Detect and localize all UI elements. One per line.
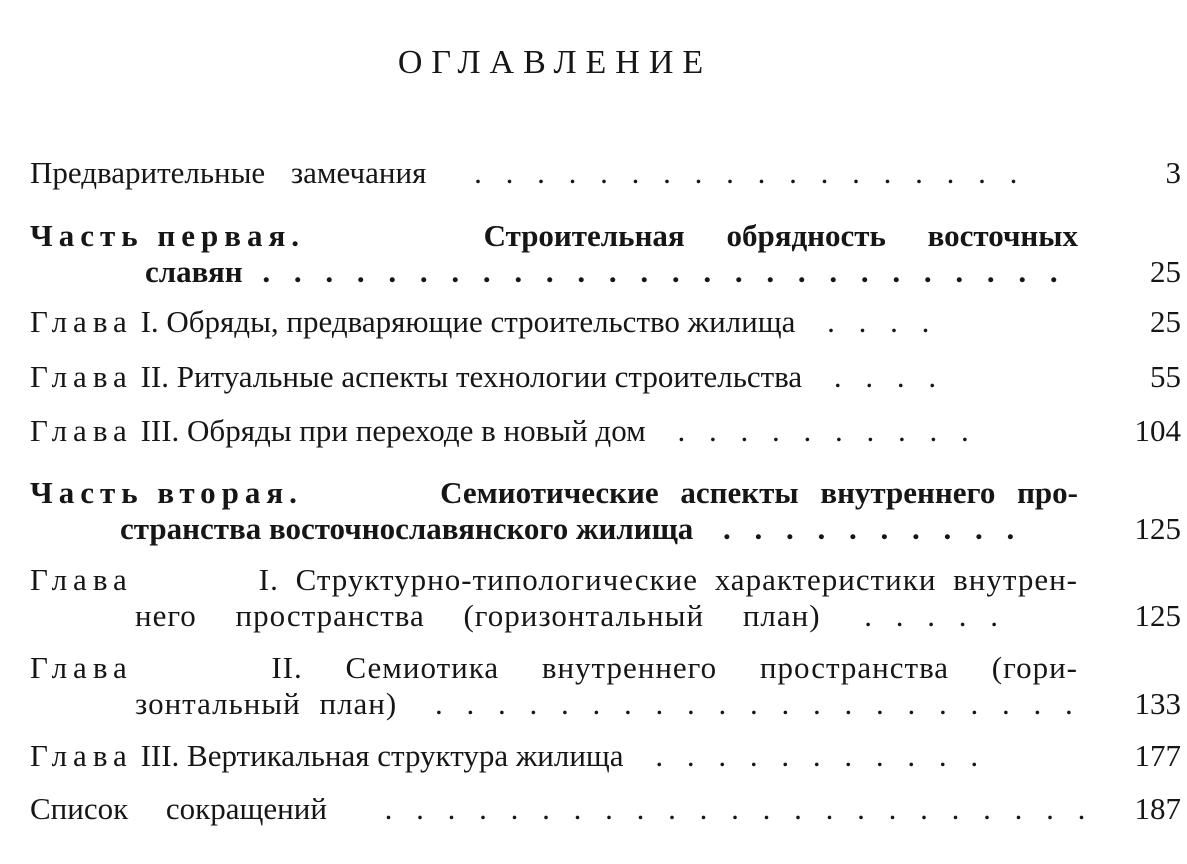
toc-leader-dots: . . . . . . . . . . . . . . . . . . . . . . . [384,791,1094,826]
toc-leader-dots: . . . . . . . . . . [677,413,977,448]
toc-justified-line [30,475,1078,511]
toc-page-number: 25 [1150,304,1181,339]
toc-entry-label-continued: странства восточнославянского жилища [120,511,694,546]
toc-entry-chapter-2-3[interactable] [0,738,1187,774]
toc-leader-dots: . . . . [833,359,945,394]
toc-leader-dots: . . . . . . . . . . . . . . . . . . . . . [434,686,1081,721]
toc-line [0,218,1187,254]
toc-chapter-label: Глава [30,359,133,394]
toc-line [0,359,1187,395]
toc-line [0,475,1187,511]
toc-page-number: 133 [1134,686,1181,721]
toc-page-number: 25 [1150,254,1181,289]
toc-entry-label: III. Вертикальная структура жилища [140,738,624,773]
toc-part-label: Часть первая. [30,218,306,253]
toc-leader-dots: . . . . . . . . . . [723,511,1023,546]
toc-justified-line [30,562,1078,598]
toc-leader-dots: . . . . . . . . . . . . . . . . . . [474,155,1026,190]
toc-entry-chapter-1-3[interactable] [0,413,1187,449]
toc-line [0,155,1187,191]
toc-line [0,511,1187,547]
toc-page-number: 187 [1134,791,1181,826]
toc-chapter-label: Глава [30,650,133,685]
toc-line [0,254,1187,290]
toc-chapter-label: Глава [30,304,133,339]
toc-entry-chapter-1-1[interactable] [0,304,1187,340]
toc-justified-line [30,218,1078,254]
toc-leader-dots: . . . . . . . . . . . [655,738,987,773]
toc-entry-label: I. Обряды, предваряющие строительство жилища [140,304,796,339]
toc-chapter-label: Глава [30,562,133,597]
toc-entry-chapter-2-2[interactable] [0,650,1187,722]
toc-part-label: Часть вторая. [30,475,303,510]
toc-page-number: 125 [1134,511,1181,546]
toc-entry-label: II. Семиотика внутреннего пространства (гори- [271,650,1078,685]
page-title: ОГЛАВЛЕНИЕ [397,44,713,81]
toc-page-number: 125 [1134,598,1181,633]
toc-page-number: 104 [1134,413,1181,448]
toc-chapter-label: Глава [30,413,133,448]
toc-entry-label: Список сокращений [30,791,327,826]
toc-leader-dots: . . . . . [864,598,1007,633]
toc-entry-chapter-1-2[interactable] [0,359,1187,395]
toc-entry-label: Предварительные замечания [30,155,427,190]
toc-line [0,304,1187,340]
toc-entry-label-continued: зонтальный план) [135,686,398,721]
toc-entry-label: I. Структурно-типологические характеристики внутрен- [258,562,1078,597]
toc-entry-abbreviations[interactable] [0,791,1187,827]
toc-entry-label-continued: него пространства (горизонтальный план) [135,598,821,633]
toc-leader-dots: . . . . [827,304,938,339]
toc-entry-label: Строительная обрядность восточных [483,218,1078,253]
toc-page-number: 55 [1150,359,1181,394]
toc-line [0,791,1187,827]
toc-line [0,598,1187,634]
toc-line [0,738,1187,774]
toc-entry-chapter-2-1[interactable] [0,562,1187,634]
toc-entry-part-two[interactable] [0,475,1187,547]
toc-entry-label: II. Ритуальные аспекты технологии строительства [140,359,803,394]
toc-leader-dots: . . . . . . . . . . . . . . . . . . . . . . . . . . [262,254,1066,289]
toc-entry-label-continued: славян [145,254,243,289]
toc-line [0,562,1187,598]
toc-entry-label: III. Обряды при переходе в новый дом [140,413,646,448]
toc-page-number: 177 [1134,738,1181,773]
toc-page-number: 3 [1165,155,1181,190]
toc-entry-part-one[interactable] [0,218,1187,290]
toc-entry-preliminary-remarks[interactable] [0,155,1187,191]
toc-line [0,686,1187,722]
toc-line [0,650,1187,686]
toc-entry-label: Семиотические аспекты внутреннего про- [440,475,1078,510]
toc-justified-line [30,650,1078,686]
toc-chapter-label: Глава [30,738,133,773]
toc-line [0,413,1187,449]
